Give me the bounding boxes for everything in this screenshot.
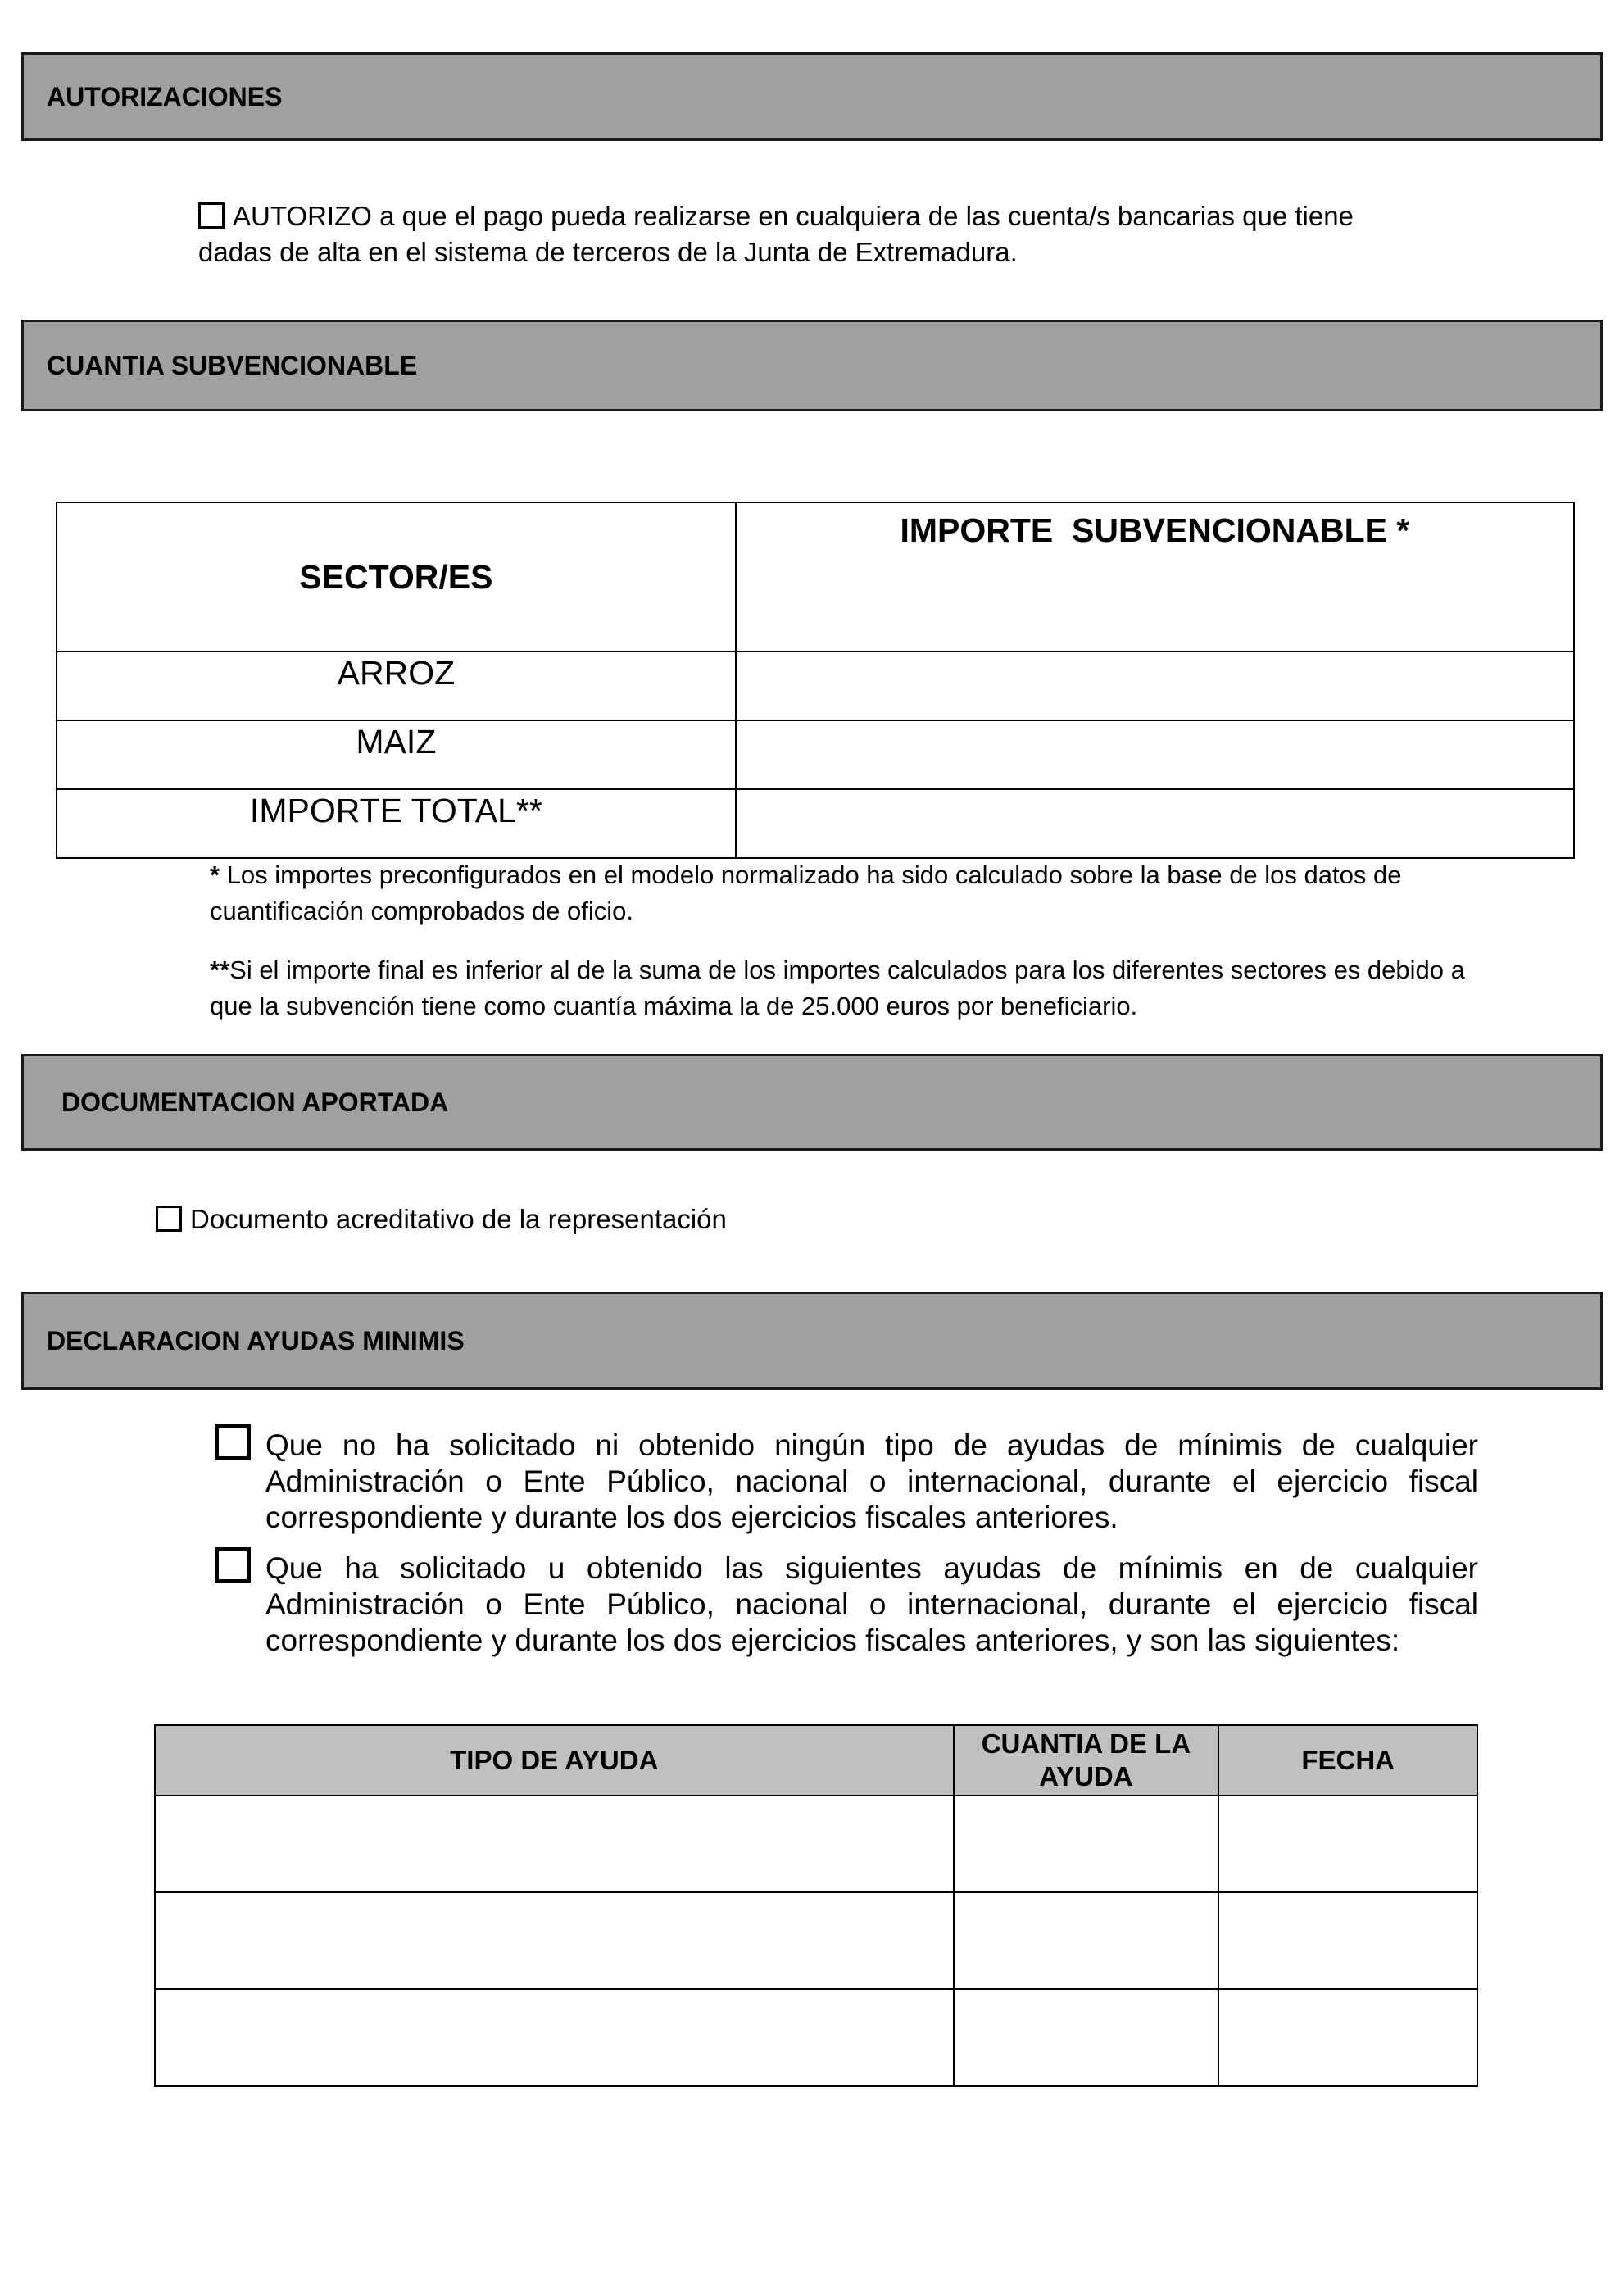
sector-cell [57, 720, 736, 789]
importe-cell[interactable] [736, 789, 1574, 858]
importe-cell[interactable] [736, 652, 1574, 720]
ayudas-row [155, 1892, 1477, 1989]
autorizo-text-line2: dadas de alta en el sistema de terceros de la Junta de Extremadura. [198, 237, 1018, 267]
note-2-text: Si el importe final es inferior al de la suma de los importes calculados para los diferentes sectores es debido a que la subvención tiene como cuantía máxima la de 25.000 euros por beneficiario. [210, 956, 1465, 1020]
ayudas-table-header-row [155, 1725, 1477, 1796]
tipo-cell[interactable] [155, 1989, 954, 2086]
note-1-mark: * [210, 861, 220, 889]
section-title: DOCUMENTACION APORTADA [61, 1087, 449, 1117]
declaracion-option-2-checkbox[interactable] [215, 1547, 251, 1583]
note-2-mark: ** [210, 956, 230, 984]
section-title: DECLARACION AYUDAS MINIMIS [47, 1325, 465, 1355]
documentacion-item-1 [156, 1201, 727, 1237]
autorizo-text-line1: AUTORIZO a que el pago pueda realizarse en cualquiera de las cuenta/s bancarias que tiene [233, 201, 1354, 231]
sector-row-maiz [57, 720, 1574, 789]
sector-table-header-row [57, 502, 1574, 652]
sector-row-arroz [57, 652, 1574, 720]
header-sector-cell [57, 502, 736, 652]
note-2 [210, 952, 1477, 1024]
declaracion-option-1: Que no ha solicitado ni obtenido ningún tipo de ayudas de mínimis de cualquier Administración o Ente Público, nacional o internacional, durante el ejercicio fiscal correspondiente y durante los dos ejercicios fiscales anteriores. [265, 1428, 1478, 1534]
autorizo-checkbox[interactable] [198, 202, 225, 229]
section-header-autorizaciones [21, 52, 1603, 141]
section-header-declaracion [21, 1292, 1603, 1390]
fecha-cell[interactable] [1218, 1989, 1477, 2086]
section-header-documentacion [21, 1054, 1603, 1151]
sector-label: IMPORTE TOTAL** [249, 792, 542, 829]
header-tipo: TIPO DE AYUDA [450, 1745, 659, 1775]
cuantia-cell[interactable] [954, 1989, 1219, 2086]
tipo-cell[interactable] [155, 1892, 954, 1989]
header-cuantia: CUANTIA DE LA AYUDA [981, 1728, 1191, 1791]
ayudas-row [155, 1796, 1477, 1892]
note-1 [210, 857, 1477, 929]
autorizo-paragraph [198, 198, 1427, 270]
sector-row-total [57, 789, 1574, 858]
section-header-cuantia [21, 320, 1603, 411]
importe-cell[interactable] [736, 720, 1574, 789]
autorizo-line-1 [198, 198, 1427, 234]
sector-label: ARROZ [337, 654, 456, 692]
note-1-text: Los importes preconfigurados en el modelo normalizado ha sido calculado sobre la base de los datos de cuantificación comprobados de oficio. [210, 861, 1402, 925]
declaracion-option-2: Que ha solicitado u obtenido las siguientes ayudas de mínimis en de cualquier Administración o Ente Público, nacional o internacional, durante el ejercicio fiscal correspondiente y durante los dos ejercicios fiscales anteriores, y son las siguientes: [265, 1551, 1478, 1657]
sector-cell [57, 652, 736, 720]
sector-table [56, 502, 1575, 859]
header-tipo-cell [155, 1725, 954, 1796]
header-fecha: FECHA [1301, 1745, 1395, 1775]
fecha-cell[interactable] [1218, 1892, 1477, 1989]
cuantia-cell[interactable] [954, 1796, 1219, 1892]
header-importe: IMPORTE SUBVENCIONABLE * [900, 511, 1410, 549]
sector-label: MAIZ [356, 723, 437, 761]
header-cuantia-cell [954, 1725, 1219, 1796]
ayudas-row [155, 1989, 1477, 2086]
header-fecha-cell [1218, 1725, 1477, 1796]
declaracion-option-1-checkbox[interactable] [215, 1424, 251, 1460]
fecha-cell[interactable] [1218, 1796, 1477, 1892]
documentacion-checkbox[interactable] [156, 1206, 182, 1232]
sector-cell [57, 789, 736, 858]
section-title: AUTORIZACIONES [47, 81, 283, 111]
documentacion-item-text: Documento acreditativo de la representación [190, 1204, 727, 1234]
cuantia-cell[interactable] [954, 1892, 1219, 1989]
header-importe-cell [736, 502, 1574, 652]
section-title: CUANTIA SUBVENCIONABLE [47, 350, 418, 380]
tipo-cell[interactable] [155, 1796, 954, 1892]
ayudas-table [154, 1724, 1478, 2087]
header-sector: SECTOR/ES [299, 557, 493, 596]
